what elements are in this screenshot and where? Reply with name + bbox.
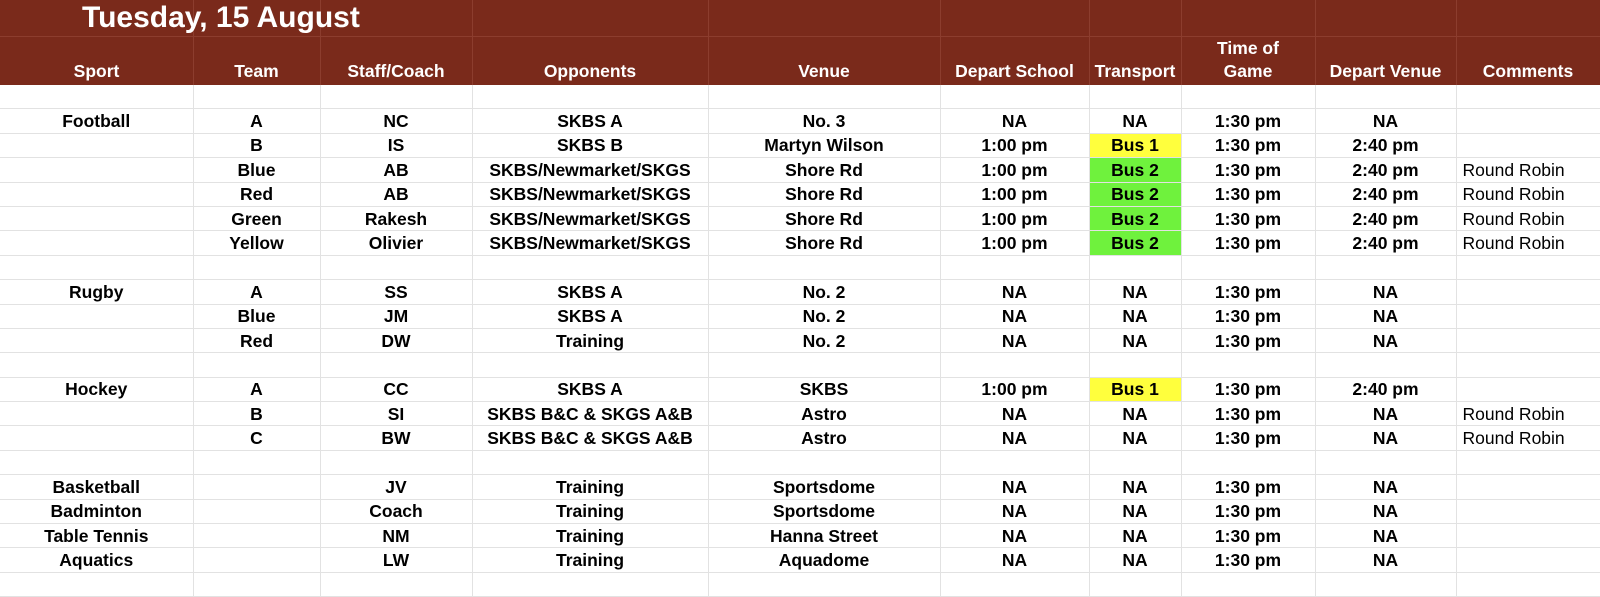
- cell-sport[interactable]: [0, 231, 193, 255]
- cell-venue[interactable]: No. 2: [708, 328, 940, 352]
- cell-depart-venue[interactable]: NA: [1315, 280, 1456, 304]
- cell-sport[interactable]: Rugby: [0, 280, 193, 304]
- cell-depart-school[interactable]: [940, 353, 1089, 377]
- table-row: [0, 158, 1600, 182]
- cell-sport[interactable]: [0, 572, 193, 596]
- table-row: [0, 426, 1600, 450]
- cell-sport[interactable]: [0, 133, 193, 157]
- cell-team[interactable]: [193, 475, 320, 499]
- cell-sport[interactable]: Table Tennis: [0, 524, 193, 548]
- cell-depart-venue[interactable]: 2:40 pm: [1315, 231, 1456, 255]
- cell-time[interactable]: 1:30 pm: [1181, 133, 1315, 157]
- header-venue[interactable]: Venue: [798, 61, 850, 81]
- cell-opponents[interactable]: SKBS A: [472, 304, 708, 328]
- cell-team[interactable]: [193, 450, 320, 474]
- table-row: [0, 206, 1600, 230]
- cell-team[interactable]: Red: [193, 182, 320, 206]
- cell-opponents[interactable]: SKBS/Newmarket/SKGS: [472, 206, 708, 230]
- table-row: [0, 133, 1600, 157]
- cell-transport[interactable]: NA: [1089, 328, 1181, 352]
- cell-comments[interactable]: [1456, 572, 1600, 596]
- cell-time[interactable]: 1:30 pm: [1181, 402, 1315, 426]
- cell-time[interactable]: 1:30 pm: [1181, 109, 1315, 133]
- cell-time[interactable]: 1:30 pm: [1181, 426, 1315, 450]
- cell-transport[interactable]: Bus 2: [1089, 158, 1181, 182]
- cell-team[interactable]: Blue: [193, 158, 320, 182]
- cell-transport[interactable]: NA: [1089, 304, 1181, 328]
- cell-opponents[interactable]: Training: [472, 328, 708, 352]
- cell-venue[interactable]: Aquadome: [708, 548, 940, 572]
- cell-venue[interactable]: [708, 255, 940, 279]
- cell-depart-school[interactable]: 1:00 pm: [940, 206, 1089, 230]
- cell-team[interactable]: [193, 499, 320, 523]
- cell-comments[interactable]: [1456, 353, 1600, 377]
- cell-venue[interactable]: No. 2: [708, 280, 940, 304]
- cell-transport[interactable]: Bus 2: [1089, 182, 1181, 206]
- cell-staff[interactable]: AB: [320, 182, 472, 206]
- cell-sport[interactable]: Aquatics: [0, 548, 193, 572]
- cell-transport[interactable]: NA: [1089, 426, 1181, 450]
- cell-transport[interactable]: [1089, 572, 1181, 596]
- table-row: [0, 499, 1600, 523]
- cell-venue[interactable]: No. 3: [708, 109, 940, 133]
- cell-sport[interactable]: [0, 402, 193, 426]
- cell-comments[interactable]: [1456, 328, 1600, 352]
- cell-team[interactable]: [193, 572, 320, 596]
- cell-depart-school[interactable]: NA: [940, 475, 1089, 499]
- cell-transport[interactable]: Bus 1: [1089, 133, 1181, 157]
- cell-comments[interactable]: Round Robin: [1456, 182, 1600, 206]
- cell-team[interactable]: B: [193, 133, 320, 157]
- cell-team[interactable]: A: [193, 377, 320, 401]
- cell-team[interactable]: C: [193, 426, 320, 450]
- cell-transport[interactable]: NA: [1089, 524, 1181, 548]
- cell-depart-school[interactable]: 1:00 pm: [940, 182, 1089, 206]
- cell-opponents[interactable]: Training: [472, 524, 708, 548]
- cell-opponents[interactable]: SKBS B&C & SKGS A&B: [472, 402, 708, 426]
- cell-venue[interactable]: Astro: [708, 426, 940, 450]
- cell-transport[interactable]: [1089, 450, 1181, 474]
- cell-depart-venue[interactable]: NA: [1315, 304, 1456, 328]
- cell-time[interactable]: [1181, 572, 1315, 596]
- cell-comments[interactable]: [1456, 133, 1600, 157]
- cell-staff[interactable]: CC: [320, 377, 472, 401]
- header-band: [0, 0, 1600, 85]
- cell-staff[interactable]: BW: [320, 426, 472, 450]
- cell-depart-venue[interactable]: 2:40 pm: [1315, 206, 1456, 230]
- cell-depart-school[interactable]: NA: [940, 524, 1089, 548]
- cell-depart-school[interactable]: 1:00 pm: [940, 377, 1089, 401]
- blank-row: [0, 450, 1600, 474]
- cell-team[interactable]: [193, 353, 320, 377]
- cell-depart-school[interactable]: 1:00 pm: [940, 231, 1089, 255]
- blank-row: [0, 85, 1600, 109]
- cell-opponents[interactable]: SKBS A: [472, 109, 708, 133]
- cell-sport[interactable]: [0, 353, 193, 377]
- cell-team[interactable]: A: [193, 109, 320, 133]
- cell-time[interactable]: 1:30 pm: [1181, 182, 1315, 206]
- cell-comments[interactable]: [1456, 475, 1600, 499]
- cell-team[interactable]: B: [193, 402, 320, 426]
- cell-transport[interactable]: NA: [1089, 548, 1181, 572]
- cell-transport[interactable]: NA: [1089, 402, 1181, 426]
- cell-depart-school[interactable]: NA: [940, 499, 1089, 523]
- table-row: [0, 524, 1600, 548]
- cell-depart-venue[interactable]: 2:40 pm: [1315, 158, 1456, 182]
- cell-depart-venue[interactable]: 2:40 pm: [1315, 182, 1456, 206]
- cell-sport[interactable]: [0, 206, 193, 230]
- table-row: [0, 304, 1600, 328]
- cell-staff[interactable]: JV: [320, 475, 472, 499]
- table-row: [0, 475, 1600, 499]
- header-transport[interactable]: Transport: [1094, 61, 1176, 81]
- cell-staff[interactable]: Olivier: [320, 231, 472, 255]
- cell-venue[interactable]: Shore Rd: [708, 206, 940, 230]
- cell-transport[interactable]: Bus 2: [1089, 231, 1181, 255]
- cell-time[interactable]: [1181, 353, 1315, 377]
- header-time-line1[interactable]: Time of: [1217, 38, 1279, 58]
- header-team[interactable]: Team: [234, 61, 279, 81]
- table-row: [0, 231, 1600, 255]
- cell-depart-school[interactable]: NA: [940, 109, 1089, 133]
- cell-transport[interactable]: NA: [1089, 499, 1181, 523]
- cell-time[interactable]: 1:30 pm: [1181, 158, 1315, 182]
- cell-venue[interactable]: SKBS: [708, 377, 940, 401]
- cell-depart-school[interactable]: NA: [940, 426, 1089, 450]
- cell-team[interactable]: [193, 255, 320, 279]
- cell-depart-school[interactable]: [940, 85, 1089, 109]
- cell-comments[interactable]: [1456, 524, 1600, 548]
- header-depart-venue[interactable]: Depart Venue: [1329, 61, 1442, 81]
- cell-comments[interactable]: [1456, 255, 1600, 279]
- cell-opponents[interactable]: SKBS/Newmarket/SKGS: [472, 158, 708, 182]
- cell-opponents[interactable]: [472, 450, 708, 474]
- cell-transport[interactable]: NA: [1089, 475, 1181, 499]
- cell-venue[interactable]: Astro: [708, 402, 940, 426]
- cell-transport[interactable]: [1089, 353, 1181, 377]
- cell-opponents[interactable]: Training: [472, 475, 708, 499]
- cell-depart-venue[interactable]: NA: [1315, 402, 1456, 426]
- cell-transport[interactable]: [1089, 255, 1181, 279]
- cell-opponents[interactable]: [472, 255, 708, 279]
- cell-staff[interactable]: [320, 255, 472, 279]
- cell-depart-school[interactable]: NA: [940, 402, 1089, 426]
- cell-depart-school[interactable]: NA: [940, 328, 1089, 352]
- cell-comments[interactable]: [1456, 548, 1600, 572]
- cell-time[interactable]: 1:30 pm: [1181, 548, 1315, 572]
- cell-time[interactable]: [1181, 255, 1315, 279]
- cell-depart-school[interactable]: 1:00 pm: [940, 158, 1089, 182]
- cell-opponents[interactable]: SKBS A: [472, 280, 708, 304]
- cell-team[interactable]: [193, 85, 320, 109]
- cell-transport[interactable]: NA: [1089, 280, 1181, 304]
- cell-depart-venue[interactable]: NA: [1315, 426, 1456, 450]
- cell-staff[interactable]: DW: [320, 328, 472, 352]
- cell-time[interactable]: 1:30 pm: [1181, 280, 1315, 304]
- cell-staff[interactable]: LW: [320, 548, 472, 572]
- cell-depart-school[interactable]: [940, 255, 1089, 279]
- cell-depart-school[interactable]: 1:00 pm: [940, 133, 1089, 157]
- cell-team[interactable]: A: [193, 280, 320, 304]
- cell-comments[interactable]: [1456, 499, 1600, 523]
- cell-venue[interactable]: Hanna Street: [708, 524, 940, 548]
- cell-staff[interactable]: Coach: [320, 499, 472, 523]
- cell-transport[interactable]: [1089, 85, 1181, 109]
- cell-opponents[interactable]: [472, 85, 708, 109]
- cell-staff[interactable]: [320, 572, 472, 596]
- cell-sport[interactable]: [0, 182, 193, 206]
- cell-sport[interactable]: Badminton: [0, 499, 193, 523]
- cell-depart-venue[interactable]: [1315, 572, 1456, 596]
- cell-sport[interactable]: [0, 85, 193, 109]
- table-row: [0, 109, 1600, 133]
- cell-staff[interactable]: SS: [320, 280, 472, 304]
- cell-time[interactable]: [1181, 85, 1315, 109]
- cell-sport[interactable]: Basketball: [0, 475, 193, 499]
- cell-comments[interactable]: Round Robin: [1456, 231, 1600, 255]
- cell-depart-venue[interactable]: 2:40 pm: [1315, 377, 1456, 401]
- cell-opponents[interactable]: SKBS B: [472, 133, 708, 157]
- cell-depart-venue[interactable]: [1315, 450, 1456, 474]
- cell-depart-venue[interactable]: NA: [1315, 109, 1456, 133]
- cell-comments[interactable]: Round Robin: [1456, 158, 1600, 182]
- table-row: [0, 328, 1600, 352]
- cell-sport[interactable]: [0, 450, 193, 474]
- cell-venue[interactable]: Martyn Wilson: [708, 133, 940, 157]
- cell-team[interactable]: [193, 524, 320, 548]
- cell-sport[interactable]: [0, 426, 193, 450]
- cell-venue[interactable]: No. 2: [708, 304, 940, 328]
- cell-time[interactable]: 1:30 pm: [1181, 475, 1315, 499]
- header-sport[interactable]: Sport: [73, 61, 120, 81]
- cell-comments[interactable]: [1456, 85, 1600, 109]
- cell-time[interactable]: 1:30 pm: [1181, 377, 1315, 401]
- blank-row: [0, 353, 1600, 377]
- cell-depart-school[interactable]: [940, 572, 1089, 596]
- cell-comments[interactable]: [1456, 450, 1600, 474]
- blank-row: [0, 255, 1600, 279]
- cell-time[interactable]: 1:30 pm: [1181, 231, 1315, 255]
- cell-depart-venue[interactable]: NA: [1315, 548, 1456, 572]
- cell-transport[interactable]: Bus 1: [1089, 377, 1181, 401]
- header-divider: [0, 36, 1600, 37]
- cell-staff[interactable]: SI: [320, 402, 472, 426]
- cell-sport[interactable]: [0, 328, 193, 352]
- cell-venue[interactable]: [708, 85, 940, 109]
- cell-venue[interactable]: [708, 572, 940, 596]
- table-row: [0, 548, 1600, 572]
- cell-staff[interactable]: [320, 450, 472, 474]
- cell-opponents[interactable]: [472, 353, 708, 377]
- cell-depart-venue[interactable]: 2:40 pm: [1315, 133, 1456, 157]
- cell-comments[interactable]: Round Robin: [1456, 206, 1600, 230]
- cell-staff[interactable]: NC: [320, 109, 472, 133]
- cell-transport[interactable]: NA: [1089, 109, 1181, 133]
- cell-comments[interactable]: Round Robin: [1456, 402, 1600, 426]
- cell-opponents[interactable]: Training: [472, 499, 708, 523]
- cell-depart-school[interactable]: [940, 450, 1089, 474]
- cell-sport[interactable]: [0, 255, 193, 279]
- cell-staff[interactable]: [320, 353, 472, 377]
- page-title: Tuesday, 15 August: [82, 1, 360, 34]
- cell-staff[interactable]: [320, 85, 472, 109]
- cell-staff[interactable]: AB: [320, 158, 472, 182]
- cell-comments[interactable]: [1456, 109, 1600, 133]
- cell-depart-venue[interactable]: NA: [1315, 328, 1456, 352]
- cell-depart-school[interactable]: NA: [940, 548, 1089, 572]
- header-time-line2[interactable]: Game: [1223, 61, 1273, 81]
- cell-comments[interactable]: [1456, 280, 1600, 304]
- cell-opponents[interactable]: SKBS/Newmarket/SKGS: [472, 182, 708, 206]
- cell-team[interactable]: Yellow: [193, 231, 320, 255]
- cell-depart-venue[interactable]: NA: [1315, 524, 1456, 548]
- cell-venue[interactable]: Shore Rd: [708, 182, 940, 206]
- cell-venue[interactable]: [708, 450, 940, 474]
- cell-opponents[interactable]: SKBS/Newmarket/SKGS: [472, 231, 708, 255]
- cell-depart-venue[interactable]: [1315, 255, 1456, 279]
- cell-venue[interactable]: [708, 353, 940, 377]
- cell-opponents[interactable]: [472, 572, 708, 596]
- cell-venue[interactable]: Sportsdome: [708, 475, 940, 499]
- cell-comments[interactable]: Round Robin: [1456, 426, 1600, 450]
- cell-time[interactable]: 1:30 pm: [1181, 524, 1315, 548]
- cell-time[interactable]: [1181, 450, 1315, 474]
- header-comments[interactable]: Comments: [1482, 61, 1574, 81]
- cell-sport[interactable]: [0, 304, 193, 328]
- cell-time[interactable]: 1:30 pm: [1181, 304, 1315, 328]
- cell-comments[interactable]: [1456, 377, 1600, 401]
- cell-sport[interactable]: Hockey: [0, 377, 193, 401]
- cell-staff[interactable]: IS: [320, 133, 472, 157]
- cell-opponents[interactable]: SKBS B&C & SKGS A&B: [472, 426, 708, 450]
- cell-transport[interactable]: Bus 2: [1089, 206, 1181, 230]
- table-row: [0, 402, 1600, 426]
- cell-staff[interactable]: Rakesh: [320, 206, 472, 230]
- schedule-table: [0, 85, 1600, 597]
- header-opponents[interactable]: Opponents: [543, 61, 637, 81]
- header-staff[interactable]: Staff/Coach: [347, 61, 445, 81]
- header-depart-school[interactable]: Depart School: [955, 61, 1074, 81]
- cell-depart-school[interactable]: NA: [940, 304, 1089, 328]
- cell-team[interactable]: [193, 548, 320, 572]
- cell-depart-venue[interactable]: NA: [1315, 475, 1456, 499]
- cell-team[interactable]: Blue: [193, 304, 320, 328]
- cell-staff[interactable]: JM: [320, 304, 472, 328]
- cell-depart-school[interactable]: NA: [940, 280, 1089, 304]
- blank-row: [0, 572, 1600, 596]
- cell-depart-venue[interactable]: [1315, 353, 1456, 377]
- cell-comments[interactable]: [1456, 304, 1600, 328]
- cell-time[interactable]: 1:30 pm: [1181, 499, 1315, 523]
- cell-time[interactable]: 1:30 pm: [1181, 206, 1315, 230]
- cell-venue[interactable]: Shore Rd: [708, 231, 940, 255]
- cell-sport[interactable]: [0, 158, 193, 182]
- table-row: [0, 182, 1600, 206]
- cell-depart-venue[interactable]: [1315, 85, 1456, 109]
- cell-sport[interactable]: Football: [0, 109, 193, 133]
- cell-depart-venue[interactable]: NA: [1315, 499, 1456, 523]
- cell-venue[interactable]: Sportsdome: [708, 499, 940, 523]
- cell-staff[interactable]: NM: [320, 524, 472, 548]
- cell-team[interactable]: Red: [193, 328, 320, 352]
- cell-team[interactable]: Green: [193, 206, 320, 230]
- cell-venue[interactable]: Shore Rd: [708, 158, 940, 182]
- table-row: [0, 377, 1600, 401]
- cell-time[interactable]: 1:30 pm: [1181, 328, 1315, 352]
- cell-opponents[interactable]: Training: [472, 548, 708, 572]
- cell-opponents[interactable]: SKBS A: [472, 377, 708, 401]
- table-row: [0, 280, 1600, 304]
